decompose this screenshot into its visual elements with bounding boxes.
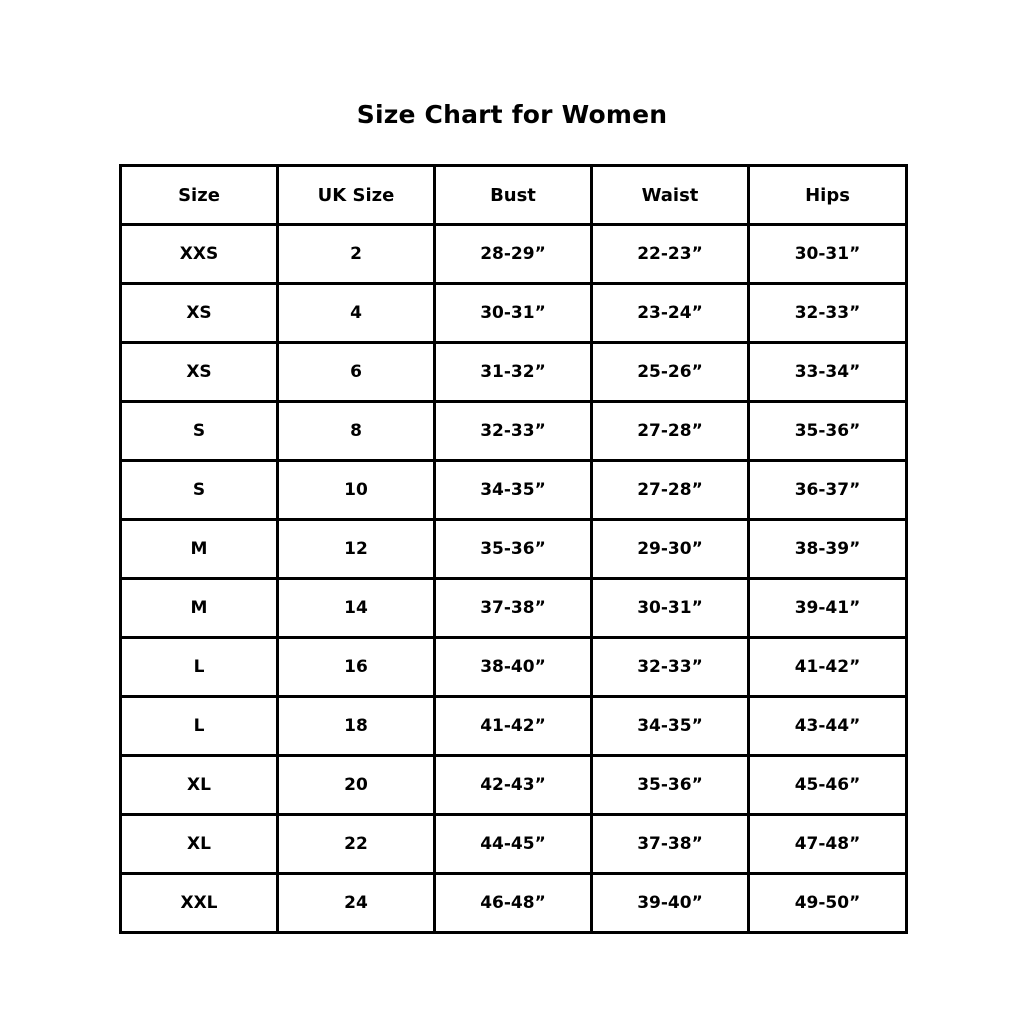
cell-bust: 44-45” bbox=[435, 815, 592, 874]
cell-bust: 38-40” bbox=[435, 638, 592, 697]
table-row bbox=[121, 638, 907, 697]
cell-hips: 32-33” bbox=[749, 284, 907, 343]
cell-hips: 36-37” bbox=[749, 461, 907, 520]
cell-bust: 35-36” bbox=[435, 520, 592, 579]
cell-waist: 22-23” bbox=[592, 225, 749, 284]
column-header-bust: Bust bbox=[435, 166, 592, 225]
cell-uk-size: 6 bbox=[278, 343, 435, 402]
cell-waist: 27-28” bbox=[592, 402, 749, 461]
table-row bbox=[121, 579, 907, 638]
cell-uk-size: 2 bbox=[278, 225, 435, 284]
table-row bbox=[121, 756, 907, 815]
cell-size: M bbox=[121, 520, 278, 579]
cell-size: XXS bbox=[121, 225, 278, 284]
column-header-hips: Hips bbox=[749, 166, 907, 225]
cell-hips: 45-46” bbox=[749, 756, 907, 815]
cell-hips: 30-31” bbox=[749, 225, 907, 284]
cell-uk-size: 12 bbox=[278, 520, 435, 579]
cell-size: XS bbox=[121, 343, 278, 402]
cell-hips: 38-39” bbox=[749, 520, 907, 579]
cell-size: L bbox=[121, 638, 278, 697]
table-row bbox=[121, 461, 907, 520]
column-header-size: Size bbox=[121, 166, 278, 225]
cell-size: L bbox=[121, 697, 278, 756]
cell-bust: 46-48” bbox=[435, 874, 592, 933]
table-head bbox=[121, 166, 907, 225]
cell-waist: 29-30” bbox=[592, 520, 749, 579]
cell-waist: 32-33” bbox=[592, 638, 749, 697]
cell-uk-size: 18 bbox=[278, 697, 435, 756]
cell-bust: 30-31” bbox=[435, 284, 592, 343]
cell-waist: 23-24” bbox=[592, 284, 749, 343]
cell-waist: 25-26” bbox=[592, 343, 749, 402]
cell-waist: 34-35” bbox=[592, 697, 749, 756]
cell-size: XS bbox=[121, 284, 278, 343]
cell-size: S bbox=[121, 461, 278, 520]
cell-bust: 31-32” bbox=[435, 343, 592, 402]
cell-size: XXL bbox=[121, 874, 278, 933]
table-row bbox=[121, 284, 907, 343]
cell-waist: 35-36” bbox=[592, 756, 749, 815]
cell-hips: 47-48” bbox=[749, 815, 907, 874]
cell-hips: 41-42” bbox=[749, 638, 907, 697]
cell-uk-size: 22 bbox=[278, 815, 435, 874]
cell-waist: 27-28” bbox=[592, 461, 749, 520]
table-row bbox=[121, 225, 907, 284]
table-row bbox=[121, 815, 907, 874]
cell-uk-size: 16 bbox=[278, 638, 435, 697]
cell-bust: 37-38” bbox=[435, 579, 592, 638]
column-header-waist: Waist bbox=[592, 166, 749, 225]
table-header-row bbox=[121, 166, 907, 225]
table-row bbox=[121, 343, 907, 402]
cell-waist: 37-38” bbox=[592, 815, 749, 874]
cell-hips: 39-41” bbox=[749, 579, 907, 638]
cell-bust: 42-43” bbox=[435, 756, 592, 815]
cell-uk-size: 4 bbox=[278, 284, 435, 343]
cell-uk-size: 20 bbox=[278, 756, 435, 815]
cell-size: M bbox=[121, 579, 278, 638]
cell-bust: 34-35” bbox=[435, 461, 592, 520]
table-row bbox=[121, 402, 907, 461]
column-header-uk-size: UK Size bbox=[278, 166, 435, 225]
cell-size: S bbox=[121, 402, 278, 461]
table-row bbox=[121, 697, 907, 756]
cell-bust: 32-33” bbox=[435, 402, 592, 461]
cell-bust: 41-42” bbox=[435, 697, 592, 756]
cell-waist: 30-31” bbox=[592, 579, 749, 638]
cell-size: XL bbox=[121, 756, 278, 815]
page-title: Size Chart for Women bbox=[356, 100, 668, 129]
cell-hips: 49-50” bbox=[749, 874, 907, 933]
size-chart-table-wrapper bbox=[119, 164, 905, 934]
cell-hips: 43-44” bbox=[749, 697, 907, 756]
table-row bbox=[121, 520, 907, 579]
size-chart-table bbox=[119, 164, 908, 934]
cell-bust: 28-29” bbox=[435, 225, 592, 284]
cell-hips: 35-36” bbox=[749, 402, 907, 461]
cell-uk-size: 14 bbox=[278, 579, 435, 638]
cell-uk-size: 8 bbox=[278, 402, 435, 461]
cell-hips: 33-34” bbox=[749, 343, 907, 402]
cell-waist: 39-40” bbox=[592, 874, 749, 933]
table-body bbox=[121, 225, 907, 933]
cell-size: XL bbox=[121, 815, 278, 874]
cell-uk-size: 24 bbox=[278, 874, 435, 933]
table-row bbox=[121, 874, 907, 933]
cell-uk-size: 10 bbox=[278, 461, 435, 520]
